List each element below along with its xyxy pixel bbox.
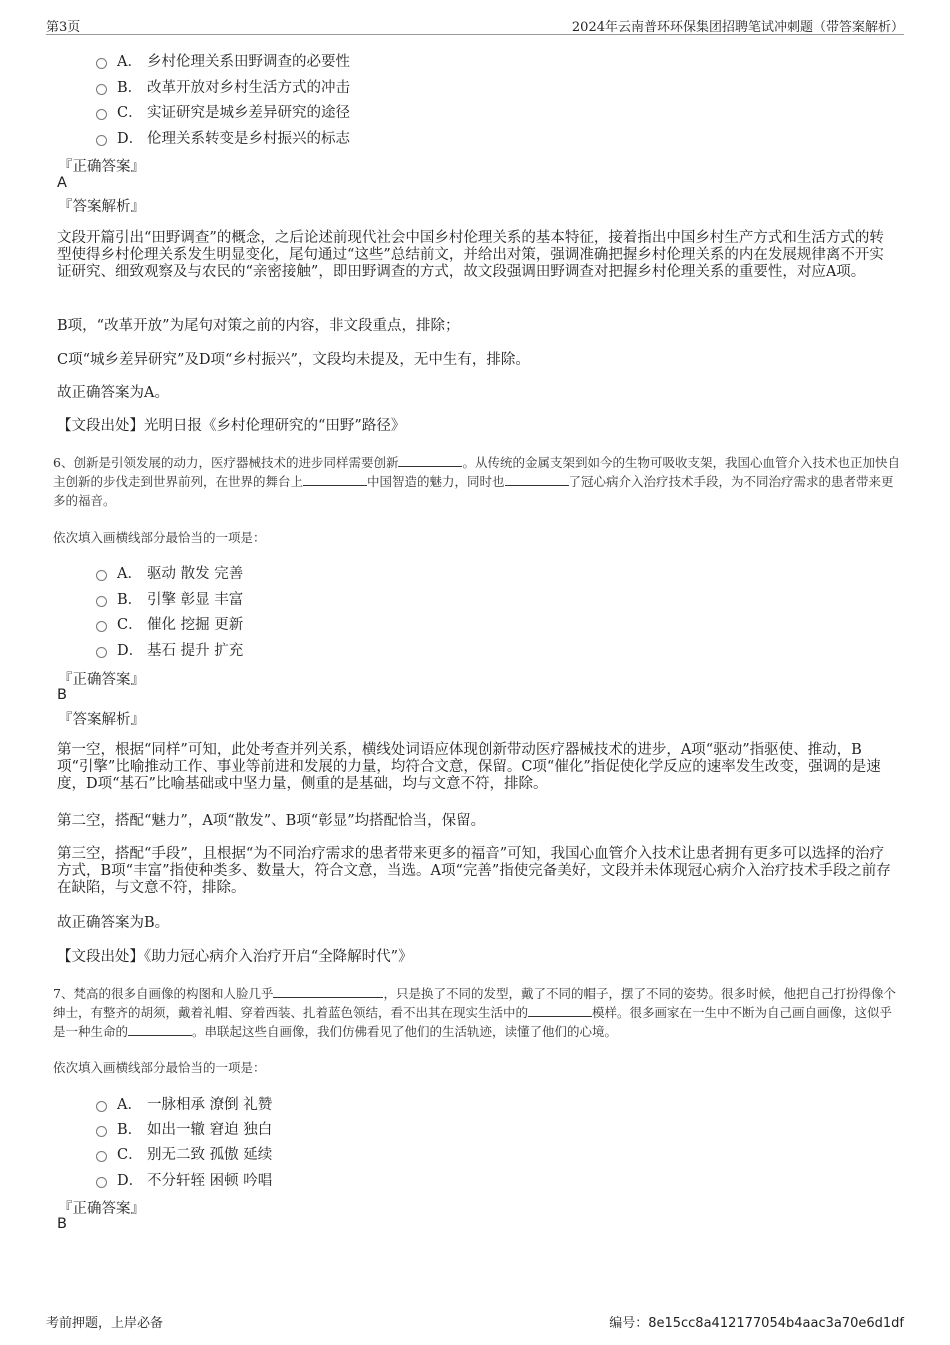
analysis-paragraph: B项，“改革开放”为尾句对策之前的内容，非文段重点，排除； [57,318,460,334]
source-citation: 【文段出处】光明日报《乡村伦理研究的“田野”路径》 [57,418,406,434]
radio-icon[interactable] [96,596,107,607]
option-d[interactable]: D． 基石 提升 扩充 [96,639,243,660]
option-c[interactable]: C． 别无二致 孤傲 延续 [96,1143,272,1164]
option-d[interactable]: D． 不分轩轾 困顿 吟唱 [96,1169,272,1190]
option-a[interactable]: A． 乡村伦理关系田野调查的必要性 [96,50,350,71]
radio-icon[interactable] [96,647,107,658]
blank-line [398,454,462,467]
radio-icon[interactable] [96,570,107,581]
blank-line [505,473,569,486]
analysis-paragraph: 文段开篇引出“田野调查”的概念，之后论述前现代社会中国乡村伦理关系的基本特征，接着指出中国乡村生产方式和生活方式的转型使得乡村伦理关系发生明显变化，尾句通过“这些”总结前文，并给出对策，强调准确把握乡村伦理关系的内在发展规律离不开实证研究、细致观察及与农民的“亲密接触”，即田野调查的方式，故文段强调田野调查对把握乡村伦理关系的重要性，对应A项。 [57,230,884,280]
option-b[interactable]: B． 改革开放对乡村生活方式的冲击 [96,76,350,97]
option-d[interactable]: D． 伦理关系转变是乡村振兴的标志 [96,127,350,148]
question-7-stem: 7、梵高的很多自画像的构图和人脸几乎 ，只是换了不同的发型，戴了不同的帽子，摆了不同的姿势。很多时候，他把自己打扮得像个绅士，有整齐的胡须，戴着礼帽、穿着西装、扎着蓝色领结，看不出其在现实生活中的 模样。很多画家在一生中不断为自己画自画像，这似乎是一种生命的 。串联起这些自画像，我们仿佛看见了他们的生活轨迹，读懂了他们的心境。 [53,986,896,1039]
question-6-stem: 6、创新是引领发展的动力，医疗器械技术的进步同样需要创新 。从传统的金属支架到如今的生物可吸收支架，我国心血管介入技术也正加快自主创新的步伐走到世界前列，在世界的舞台上 中国智造的魅力，同时也 了冠心病介入治疗技术手段，为不同治疗需求的患者带来更多的福音。 [53,455,900,508]
answer-label: 『正确答案』 [58,159,145,175]
source-citation: 【文段出处】《助力冠心病介入治疗开启“全降解时代”》 [57,949,413,965]
page-header [46,14,904,35]
analysis-paragraph: 故正确答案为A。 [57,385,169,401]
question-prompt: 依次填入画横线部分最恰当的一项是： [53,1060,266,1075]
blank-line [528,1004,592,1017]
option-a[interactable]: A． 驱动 散发 完善 [96,562,243,583]
question-prompt: 依次填入画横线部分最恰当的一项是： [53,530,266,545]
option-a[interactable]: A． 一脉相承 潦倒 礼赞 [96,1093,272,1114]
analysis-label: 『答案解析』 [58,199,145,215]
option-c[interactable]: C． 催化 挖掘 更新 [96,613,243,634]
option-b[interactable]: B． 如出一辙 窘迫 独白 [96,1118,272,1139]
answer-label: 『正确答案』 [58,672,145,688]
option-b[interactable]: B． 引擎 彰显 丰富 [96,588,243,609]
radio-icon[interactable] [96,135,107,146]
analysis-paragraph: 故正确答案为B。 [57,915,170,931]
blank-line [303,473,367,486]
answer-value: A [57,175,67,191]
radio-icon[interactable] [96,1151,107,1162]
radio-icon[interactable] [96,621,107,632]
analysis-paragraph: C项“城乡差异研究”及D项“乡村振兴”，文段均未提及，无中生有，排除。 [57,352,530,368]
analysis-paragraph: 第三空，搭配“手段”，且根据“为不同治疗需求的患者带来更多的福音”可知，我国心血管介入技术让患者拥有更多可以选择的治疗方式，B项“丰富”指使种类多、数量大，符合文意，当选。A项“完善”指使完备美好，文段并未体现冠心病介入治疗技术手段之前存在缺陷，与文意不符，排除。 [57,846,891,896]
analysis-paragraph: 第二空，搭配“魅力”，A项“散发”、B项“彰显”均搭配恰当，保留。 [57,813,486,829]
page-number: 第3页 [46,20,81,35]
analysis-paragraph: 第一空，根据“同样”可知，此处考查并列关系，横线处词语应体现创新带动医疗器械技术的进步，A项“驱动”指驱使、推动，B项“引擎”比喻推动工作、事业等前进和发展的力量，均符合文意，保留。C项“催化”指促使化学反应的速率发生改变，强调的是速度，D项“基石”比喻基础或中坚力量，侧重的是基础，均与文意不符，排除。 [57,742,881,792]
radio-icon[interactable] [96,84,107,95]
radio-icon[interactable] [96,109,107,120]
option-c[interactable]: C． 实证研究是城乡差异研究的途径 [96,101,350,122]
answer-value: B [57,1216,67,1232]
analysis-label: 『答案解析』 [58,712,145,728]
footer-slogan: 考前押题，上岸必备 [46,1316,164,1331]
answer-value: B [57,687,67,703]
document-title: 2024年云南普环环保集团招聘笔试冲刺题（带答案解析） [571,20,904,35]
answer-label: 『正确答案』 [58,1201,145,1217]
blank-line [128,1023,192,1036]
document-code: 编号：8e15cc8a412177054b4aac3a70e6d1df [609,1316,904,1331]
blank-line [273,985,383,998]
radio-icon[interactable] [96,1177,107,1188]
radio-icon[interactable] [96,58,107,69]
radio-icon[interactable] [96,1101,107,1112]
radio-icon[interactable] [96,1126,107,1137]
